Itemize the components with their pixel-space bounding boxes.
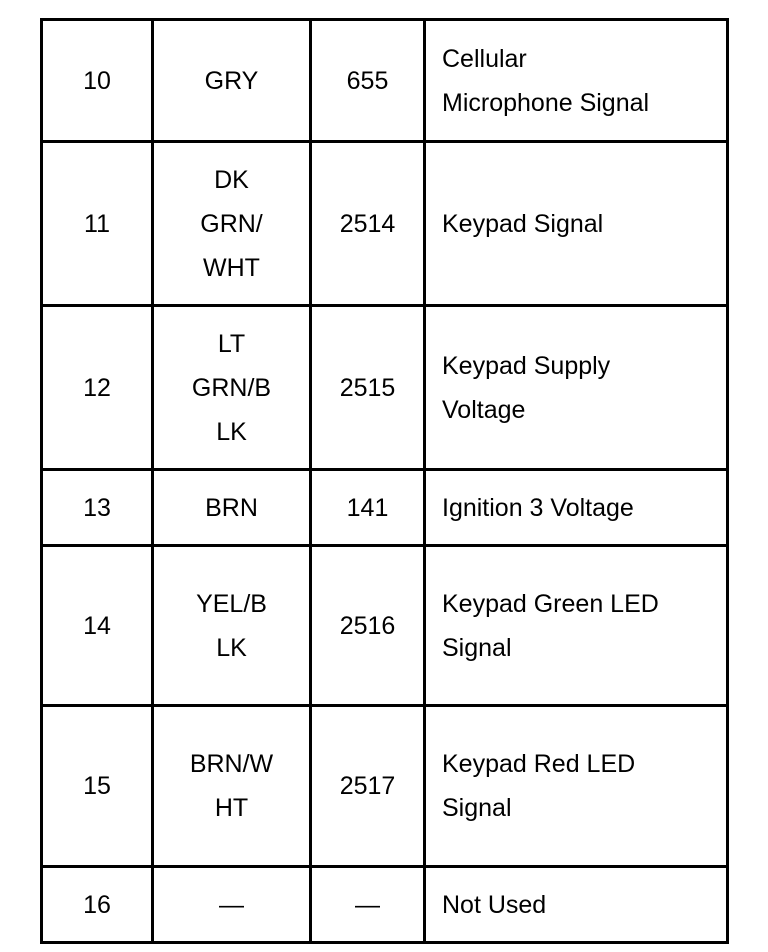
function-cell [425, 306, 728, 470]
wire-color-cell [153, 706, 311, 867]
pin-number-cell: 12 [42, 306, 153, 470]
table-row [42, 867, 728, 943]
circuit-number-cell: 2517 [311, 706, 425, 867]
table-row [42, 142, 728, 306]
function-line: Keypad Red LED [442, 750, 636, 778]
circuit-number-cell: 655 [311, 20, 425, 142]
wire-color-cell [153, 306, 311, 470]
wire-color-cell [153, 470, 311, 546]
pin-number-cell: 11 [42, 142, 153, 306]
table-row [42, 470, 728, 546]
function-line: Keypad Green LED [442, 589, 659, 618]
table-row [42, 306, 728, 470]
function-cell [425, 546, 728, 706]
function-cell [425, 867, 728, 943]
function-line: Signal [442, 794, 512, 822]
circuit-number-cell: 2514 [311, 142, 425, 306]
pin-number-cell: 14 [42, 546, 153, 706]
function-line: Voltage [442, 395, 526, 424]
wire-color-line: GRN/B [191, 373, 272, 402]
wire-color-line: LT [217, 329, 246, 358]
wire-color-cell [153, 546, 311, 706]
function-line: Not Used [442, 890, 547, 919]
wire-color-cell [153, 867, 311, 943]
pin-number-cell: 10 [42, 20, 153, 142]
circuit-number-cell: — [311, 867, 425, 943]
wire-color-line: BRN/W [189, 750, 274, 778]
function-line: Signal [442, 633, 512, 662]
circuit-number-cell: 2515 [311, 306, 425, 470]
circuit-number-cell: 2516 [311, 546, 425, 706]
wire-color-line: GRY [204, 66, 259, 95]
function-line: Keypad Supply [442, 351, 611, 380]
circuit-number-cell: 141 [311, 470, 425, 546]
wire-color-line: LK [216, 417, 247, 446]
table-row [42, 706, 728, 867]
connector-pinout-table [40, 18, 729, 944]
function-cell [425, 142, 728, 306]
wire-color-line: YEL/B [196, 589, 267, 618]
function-line: Keypad Signal [442, 209, 604, 238]
wire-color-line: WHT [203, 253, 260, 282]
table-row [42, 546, 728, 706]
function-line: Cellular [442, 44, 527, 73]
function-cell [425, 470, 728, 546]
function-line: Ignition 3 Voltage [442, 493, 634, 522]
wire-color-line: GRN/ [200, 209, 263, 238]
pin-number-cell: 13 [42, 470, 153, 546]
wire-color-line: LK [216, 633, 247, 662]
table-row [42, 20, 728, 142]
function-line: Microphone Signal [442, 88, 650, 117]
pin-number-cell: 16 [42, 867, 153, 943]
function-cell [425, 20, 728, 142]
pin-number-cell: 15 [42, 706, 153, 867]
function-cell [425, 706, 728, 867]
wire-color-cell [153, 142, 311, 306]
wire-color-line: BRN [205, 493, 258, 522]
wire-color-line: DK [214, 165, 249, 194]
wire-color-line: — [219, 890, 244, 919]
wire-color-line: HT [214, 794, 249, 822]
wire-color-cell [153, 20, 311, 142]
